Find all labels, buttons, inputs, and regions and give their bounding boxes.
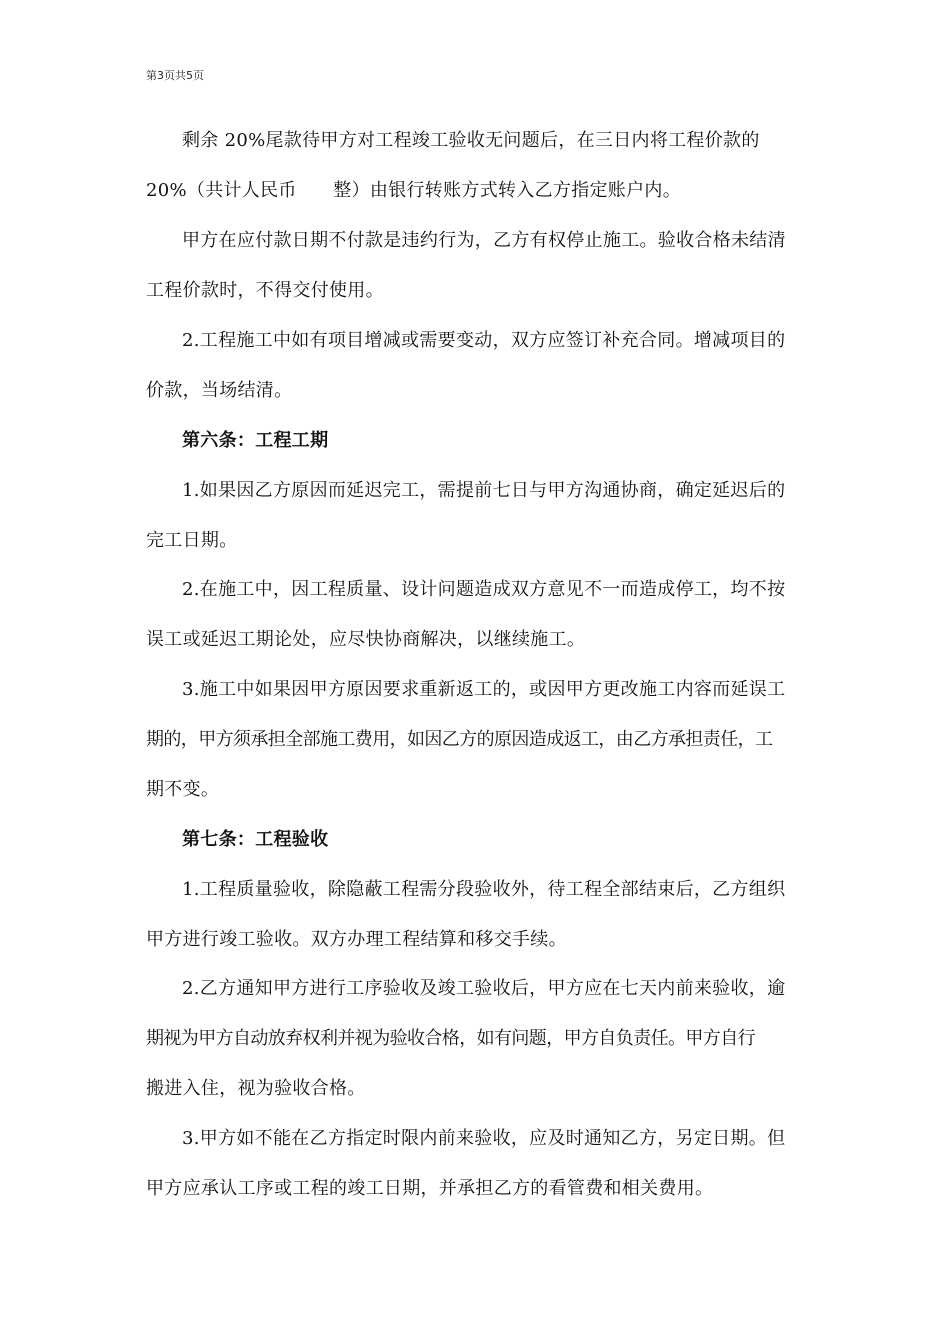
text-line: 甲方应承认工序或工程的竣工日期，并承担乙方的看管费和相关费用。: [146, 1178, 714, 1199]
text-line: 价款，当场结清。: [146, 380, 293, 401]
section-heading: 第六条：工程工期: [182, 430, 329, 451]
text-line: 期视为甲方自动放弃权利并视为验收合格，如有问题，甲方自负责任。甲方自行: [146, 1028, 755, 1049]
text-line: 剩余 20%尾款待甲方对工程竣工验收无问题后，在三日内将工程价款的: [182, 130, 760, 151]
text-line: 甲方进行竣工验收。双方办理工程结算和移交手续。: [146, 929, 567, 950]
text-line: 1.工程质量验收，除隐蔽工程需分段验收外，待工程全部结束后，乙方组织: [182, 879, 786, 900]
page-number-header: 第3页共5页: [146, 69, 204, 82]
text-line: 20%（共计人民币 整）由银行转账方式转入乙方指定账户内。: [146, 180, 682, 201]
text-line: 1.如果因乙方原因而延迟完工，需提前七日与甲方沟通协商，确定延迟后的: [182, 480, 786, 501]
text-line: 甲方在应付款日期不付款是违约行为，乙方有权停止施工。验收合格未结清: [182, 230, 786, 251]
text-line: 3.施工中如果因甲方原因要求重新返工的，或因甲方更改施工内容而延误工: [182, 679, 786, 700]
section-heading: 第七条：工程验收: [182, 829, 329, 850]
text-line: 2.工程施工中如有项目增减或需要变动，双方应签订补充合同。增减项目的: [182, 330, 786, 351]
text-line: 误工或延迟工期论处，应尽快协商解决，以继续施工。: [146, 629, 586, 650]
text-line: 2.在施工中，因工程质量、设计问题造成双方意见不一而造成停工，均不按: [182, 579, 786, 600]
text-line: 完工日期。: [146, 530, 238, 551]
text-line: 期的，甲方须承担全部施工费用，如因乙方的原因造成返工，由乙方承担责任，工: [146, 729, 773, 750]
text-line: 2.乙方通知甲方进行工序验收及竣工验收后，甲方应在七天内前来验收，逾: [182, 978, 786, 999]
text-line: 期不变。: [146, 779, 220, 800]
text-line: 3.甲方如不能在乙方指定时限内前来验收，应及时通知乙方，另定日期。但: [182, 1128, 786, 1149]
text-line: 工程价款时，不得交付使用。: [146, 280, 384, 301]
text-line: 搬进入住，视为验收合格。: [146, 1078, 366, 1099]
